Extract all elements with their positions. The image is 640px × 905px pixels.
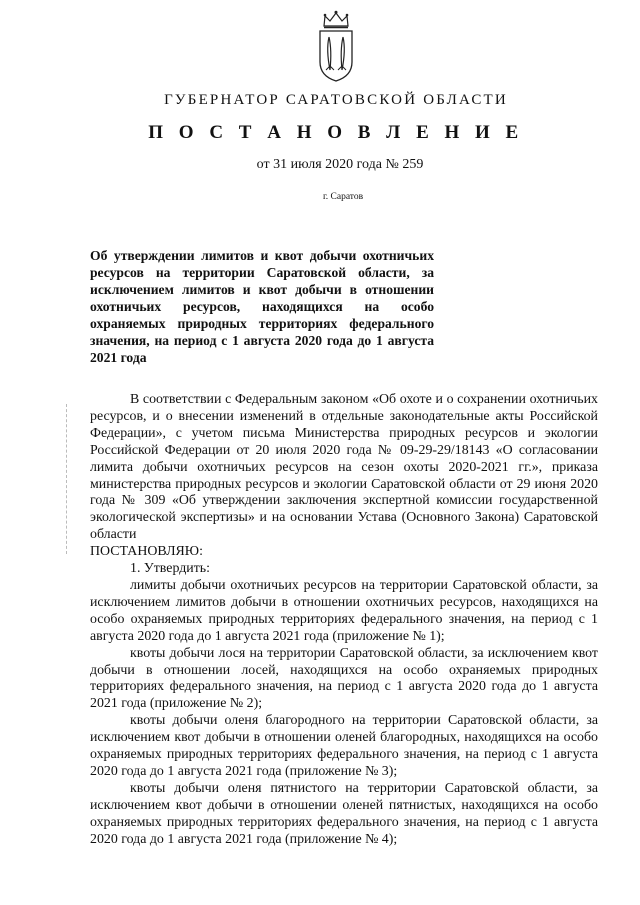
sub-item-2: квоты добычи лося на территории Саратовской области, за исключением квот добычи в отношении лосей, находящихся на особо охраняемых природных территориях федерального значения, на период с 1 августа 2020 года до 1 августа 2021 года (приложение № 2); [90, 645, 598, 712]
margin-mark [66, 404, 67, 554]
sub-item-4: квоты добычи оленя пятнистого на территории Саратовской области, за исключением квот добычи в отношении оленей пятнистых, находящихся на особо охраняемых природных территориях федерального значения, на период с 1 августа 2020 года до 1 августа 2021 года (приложение № 4); [90, 780, 598, 847]
item-1: 1. Утвердить: [130, 561, 210, 577]
document-city: г. Саратов [322, 192, 364, 202]
document-date-number: от 31 июля 2020 года № 259 [256, 157, 424, 172]
document-type-heading: П О С Т А Н О В Л Е Н И Е [148, 122, 524, 143]
sub-item-1: лимиты добычи охотничьих ресурсов на территории Саратовской области, за исключением лимитов добычи в отношении охотничьих ресурсов, находящихся на особо охраняемых природных территориях федерального значения, на период с 1 августа 2020 года до 1 августа 2021 года (приложение № 1); [90, 577, 598, 644]
preamble-paragraph: В соответствии с Федеральным законом «Об охоте и о сохранении охотничьих ресурсов, и о внесении изменений в отдельные законодательные акты Российской Федерации», с учетом письма Министерства природных ресурсов и экологии Российской Федерации от 20 июля 2020 года № 09-29-29/18143 «О согласовании лимита добычи охотничьих ресурсов на сезон охоты 2020-2021 гг.», приказа министерства природных ресурсов и экологии Саратовской области от 29 июня 2020 года № 309 «Об утверждении заключения экспертной комиссии государственной экологической экспертизы» и на основании Устава (Основного Закона) Саратовской области [90, 392, 598, 543]
saratov-coat-of-arms-icon [316, 10, 356, 82]
sub-item-3: квоты добычи оленя благородного на территории Саратовской области, за исключением квот добычи в отношении оленей благородных, находящихся на особо охраняемых природных территориях федерального значения, на период с 1 августа 2020 года до 1 августа 2021 года (приложение № 3); [90, 713, 598, 779]
issuing-authority: ГУБЕРНАТОР САРАТОВСКОЙ ОБЛАСТИ [164, 92, 508, 108]
document-body [90, 392, 598, 848]
decree-word: ПОСТАНОВЛЯЮ: [90, 544, 203, 560]
document-title: Об утверждении лимитов и квот добычи охотничьих ресурсов на территории Саратовской области, за исключением лимитов и квот добычи в отношении охотничьих ресурсов, находящихся на особо охраняемых природных территориях федерального значения, на период с 1 августа 2020 года до 1 августа 2021 года [90, 248, 434, 365]
